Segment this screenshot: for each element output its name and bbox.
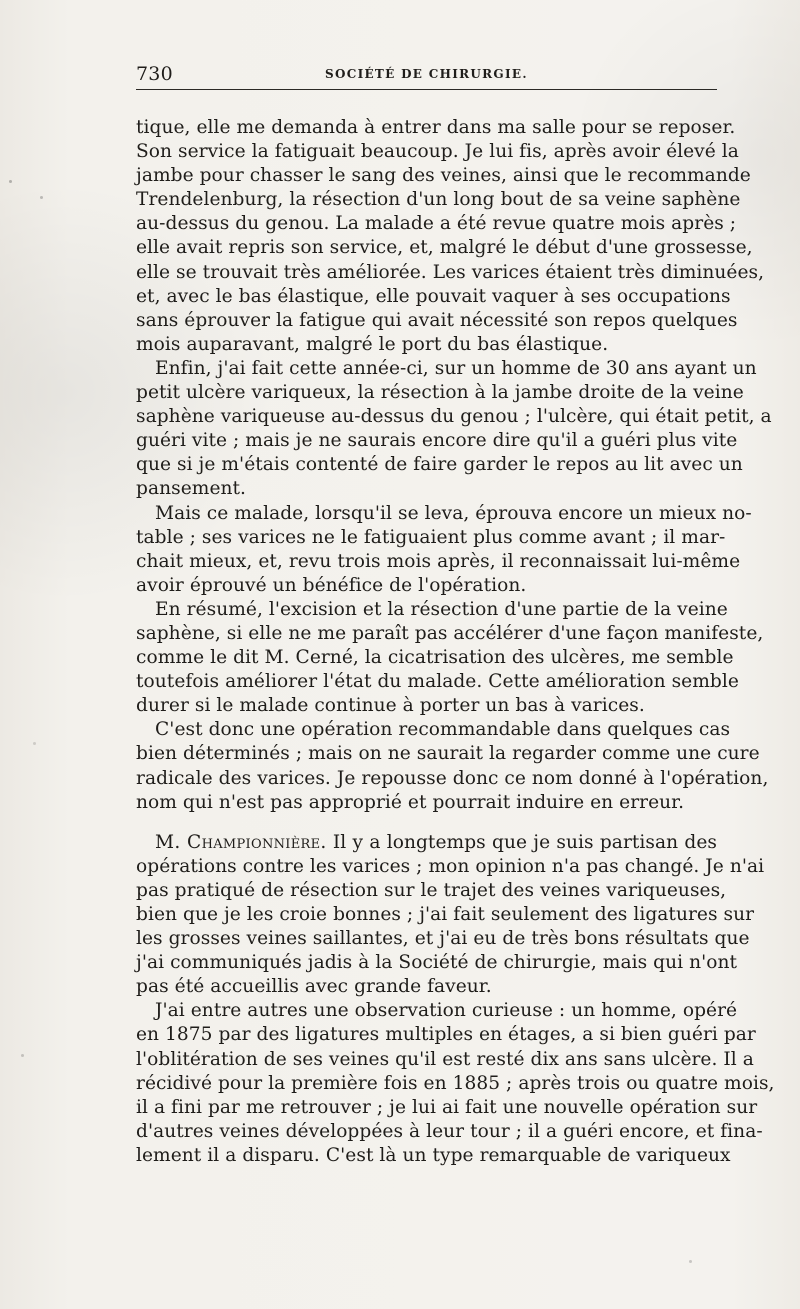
text-line: bien déterminés ; mais on ne saurait la regarder comme une cure <box>136 743 760 765</box>
text-line: il a fini par me retrouver ; je lui ai fait une nouvelle opération sur <box>136 1096 758 1118</box>
text-line: et, avec le bas élastique, elle pouvait vaquer à ses occupations <box>136 285 731 307</box>
body-text <box>136 116 775 1168</box>
section-gap <box>136 815 717 831</box>
running-head: SOCIÉTÉ DE CHIRURGIE. <box>325 67 528 81</box>
text-line: durer si le malade continue à porter un bas à varices. <box>136 695 645 717</box>
text-line: comme le dit M. Cerné, la cicatrisation des ulcères, me semble <box>136 647 734 669</box>
text-line: les grosses veines saillantes, et j'ai eu de très bons résultats que <box>136 928 750 950</box>
text-line: J'ai entre autres une observation curieuse : un homme, opéré <box>155 1000 738 1022</box>
speaker-name: M. Championnière. <box>155 831 327 853</box>
text-line: pansement. <box>136 478 247 500</box>
text-line: avoir éprouvé un bénéfice de l'opération. <box>136 574 527 596</box>
text-line: d'autres veines développées à leur tour ; il a guéri encore, et fina- <box>136 1120 763 1142</box>
speaker-line <box>136 831 717 855</box>
text-line: en 1875 par des ligatures multiples en étages, a si bien guéri par <box>136 1024 756 1046</box>
text-line: saphène, si elle ne me paraît pas accélérer d'une façon manifeste, <box>136 622 764 644</box>
text-line: C'est donc une opération recommandable dans quelques cas <box>155 719 731 741</box>
text-line: elle avait repris son service, et, malgré le début d'une grossesse, <box>136 237 753 259</box>
paragraph-5 <box>136 718 769 814</box>
text-line: l'oblitération de ses veines qu'il est resté dix ans sans ulcère. Il a <box>136 1048 754 1070</box>
text-line: récidivé pour la première fois en 1885 ; après trois ou quatre mois, <box>136 1072 775 1094</box>
text-line: petit ulcère variqueux, la résection à la jambe droite de la veine <box>136 382 744 404</box>
text-line: bien que je les croie bonnes ; j'ai fait seulement des ligatures sur <box>136 904 755 925</box>
text-line: table ; ses varices ne le fatiguaient plus comme avant ; il mar- <box>136 526 726 548</box>
text-line: pas été accueillis avec grande faveur. <box>136 976 492 998</box>
text-line: mois auparavant, malgré le port du bas élastique. <box>136 333 609 355</box>
paragraph-3 <box>136 502 752 598</box>
text-line: lement il a disparu. C'est là un type remarquable de variqueux <box>136 1144 731 1166</box>
text-line: que si je m'étais contenté de faire garder le repos au lit avec un <box>136 454 743 476</box>
text-line: toutefois améliorer l'état du malade. Cette amélioration semble <box>136 671 739 693</box>
text-line: chait mieux, et, revu trois mois après, il reconnaissait lui-même <box>136 550 741 572</box>
text-line: Enfin, j'ai fait cette année-ci, sur un homme de 30 ans ayant un <box>155 357 757 379</box>
text-line: pas pratiqué de résection sur le trajet des veines variqueuses, <box>136 879 727 901</box>
text-line: sans éprouver la fatigue qui avait nécessité son repos quelques <box>136 309 738 331</box>
text-line: Son service la fatiguait beaucoup. Je lui fis, après avoir élevé la <box>136 141 739 163</box>
paragraph-7 <box>136 999 775 1168</box>
page-header <box>136 63 717 90</box>
text-line: saphène variqueuse au-dessus du genou ; l'ulcère, qui était petit, a <box>136 406 772 428</box>
text-line: guéri vite ; mais je ne saurais encore dire qu'il a guéri plus vite <box>136 430 738 452</box>
paragraph-6 <box>136 831 765 1000</box>
paragraph-2 <box>136 357 772 502</box>
text-line: Mais ce malade, lorsqu'il se leva, éprouva encore un mieux no- <box>155 502 752 524</box>
text-line: En résumé, l'excision et la résection d'une partie de la veine <box>155 598 728 620</box>
text-line: Trendelenburg, la résection d'un long bout de sa veine saphène <box>136 189 741 211</box>
page-number: 730 <box>136 63 173 85</box>
speaker-statement: Il y a longtemps que je suis partisan des <box>326 831 718 853</box>
text-line: au-dessus du genou. La malade a été revue quatre mois après ; <box>136 213 737 235</box>
text-line: j'ai communiqués jadis à la Société de chirurgie, mais qui n'ont <box>136 952 738 974</box>
text-line: radicale des varices. Je repousse donc ce nom donné à l'opération, <box>136 767 769 789</box>
paragraph-1 <box>136 116 765 357</box>
text-line: jambe pour chasser le sang des veines, ainsi que le recommande <box>136 165 751 187</box>
text-line: nom qui n'est pas approprié et pourrait induire en erreur. <box>136 791 685 813</box>
text-line: opérations contre les varices ; mon opinion n'a pas changé. Je n'ai <box>136 855 765 877</box>
paragraph-4 <box>136 598 764 718</box>
text-line: tique, elle me demanda à entrer dans ma salle pour se reposer. <box>136 117 736 138</box>
text-line: elle se trouvait très améliorée. Les varices étaient très diminuées, <box>136 261 765 283</box>
